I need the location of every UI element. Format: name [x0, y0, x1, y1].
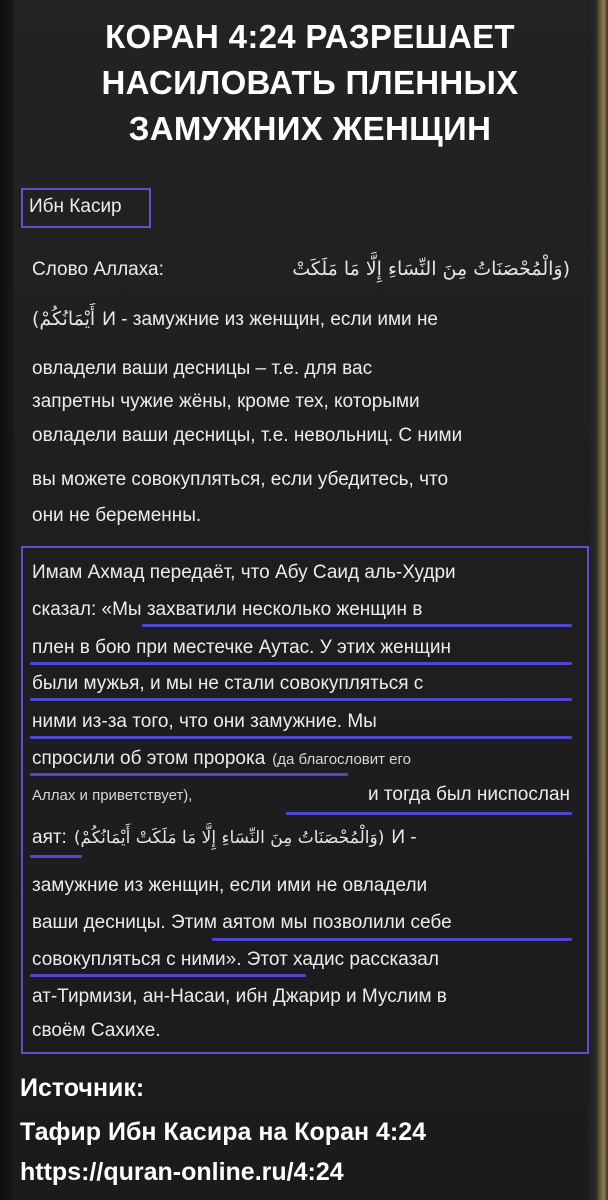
highlight-underline [30, 698, 572, 701]
hadith-line-7 [32, 780, 570, 810]
hadith-line-7-text: и тогда был ниспослан [368, 784, 570, 805]
tafsir-line-1 [32, 254, 570, 284]
left-edge [0, 0, 14, 1200]
hadith-line-12 [32, 982, 570, 1012]
hadith-line-9-text: замужние из женщин, если ими не овладели [32, 875, 428, 896]
arabic-ayat-text: (وَالْمُحْصَنَاتُ مِنَ النِّسَاءِ إِلَّا مَا مَلَكَتْ أَيْمَانُكُمْ) [73, 828, 385, 848]
hadith-line-1-text: Имам Ахмад передаёт, что Абу Саид аль-Худри [32, 562, 456, 583]
source-title: Тафир Ибн Касира на Коран 4:24 [20, 1118, 427, 1146]
tafsir-line-1-text: Слово Аллаха: [32, 259, 164, 280]
tafsir-line-5 [32, 421, 570, 451]
hadith-line-2 [32, 595, 570, 625]
tafsir-line-5-text: овладели ваши десницы, т.е. невольниц. С ними [32, 425, 463, 446]
hadith-line-9 [32, 871, 570, 901]
hadith-line-4 [32, 669, 570, 699]
tafsir-line-6 [32, 465, 570, 495]
title-line-2: НАСИЛОВАТЬ ПЛЕННЫХ [101, 64, 519, 101]
hadith-line-13-text: своём Сахихе. [32, 1020, 161, 1041]
highlight-underline [142, 624, 572, 627]
hadith-line-10-text: ваши десницы. Этим аятом мы позволили себе [32, 912, 452, 933]
tafsir-line-2-text: И - замужние из женщин, если ими не [102, 309, 438, 330]
ayat-label: аят: [32, 827, 67, 848]
blessing-text-end: Аллах и приветствует), [32, 787, 193, 804]
arabic-verse-text: (وَالْمُحْصَنَاتُ مِنَ النِّسَاءِ إِلَّا مَا مَلَكَتْ [292, 258, 570, 280]
hadith-line-10 [32, 908, 570, 938]
hadith-line-1 [32, 558, 570, 588]
hadith-line-8-end: И - [391, 827, 417, 848]
hadith-line-5-text: ними из-за того, что они замужние. Мы [32, 711, 377, 732]
highlight-underline [30, 974, 306, 977]
hadith-line-11 [32, 945, 570, 975]
highlight-underline [212, 938, 572, 941]
highlight-underline [30, 736, 572, 739]
hadith-line-12-text: ат-Тирмизи, ан-Насаи, ибн Джарир и Муслим в [32, 986, 447, 1007]
source-url[interactable]: https://quran-online.ru/4:24 [20, 1158, 344, 1186]
hadith-line-4-text: были мужья, и мы не стали совокупляться с [32, 673, 424, 694]
blessing-text-start: (да благословит его [272, 751, 412, 768]
tafsir-line-4-text: запретны чужие жёны, кроме тех, которыми [32, 391, 420, 412]
arabic-verse-end: أَيْمَانُكُمْ) [32, 308, 96, 330]
hadith-line-11-text: совокупляться с ними». Этот хадис рассказал [32, 949, 439, 970]
tafsir-line-3 [32, 354, 570, 384]
tafsir-line-7-text: они не беременны. [32, 505, 202, 526]
hadith-line-6-text: спросили об этом пророка [32, 748, 266, 769]
source-label: Источник: [20, 1074, 145, 1102]
highlight-underline [30, 662, 572, 665]
tafsir-line-6-text: вы можете совокупляться, если убедитесь, что [32, 469, 449, 490]
hadith-line-8 [32, 823, 570, 853]
hadith-line-5 [32, 707, 570, 737]
hadith-line-2-text: сказал: «Мы захватили несколько женщин в [32, 599, 423, 620]
hadith-line-13 [32, 1016, 570, 1046]
tafsir-line-2 [32, 304, 570, 334]
title-line-3: ЗАМУЖНИХ ЖЕНЩИН [128, 110, 492, 147]
tafsir-line-7 [32, 501, 570, 531]
section-label: Ибн Касир [21, 188, 151, 228]
highlight-underline [286, 812, 572, 815]
tafsir-line-3-text: овладели ваши десницы – т.е. для вас [32, 358, 373, 379]
hadith-line-3 [32, 633, 570, 663]
page-title [30, 14, 590, 152]
tafsir-line-4 [32, 387, 570, 417]
highlight-underline [30, 855, 82, 858]
title-line-1: КОРАН 4:24 РАЗРЕШАЕТ [105, 18, 515, 55]
hadith-line-6 [32, 744, 570, 774]
highlight-underline [30, 773, 348, 776]
right-edge [588, 0, 608, 1200]
hadith-line-3-text: плен в бою при местечке Аутас. У этих женщин [32, 637, 451, 658]
